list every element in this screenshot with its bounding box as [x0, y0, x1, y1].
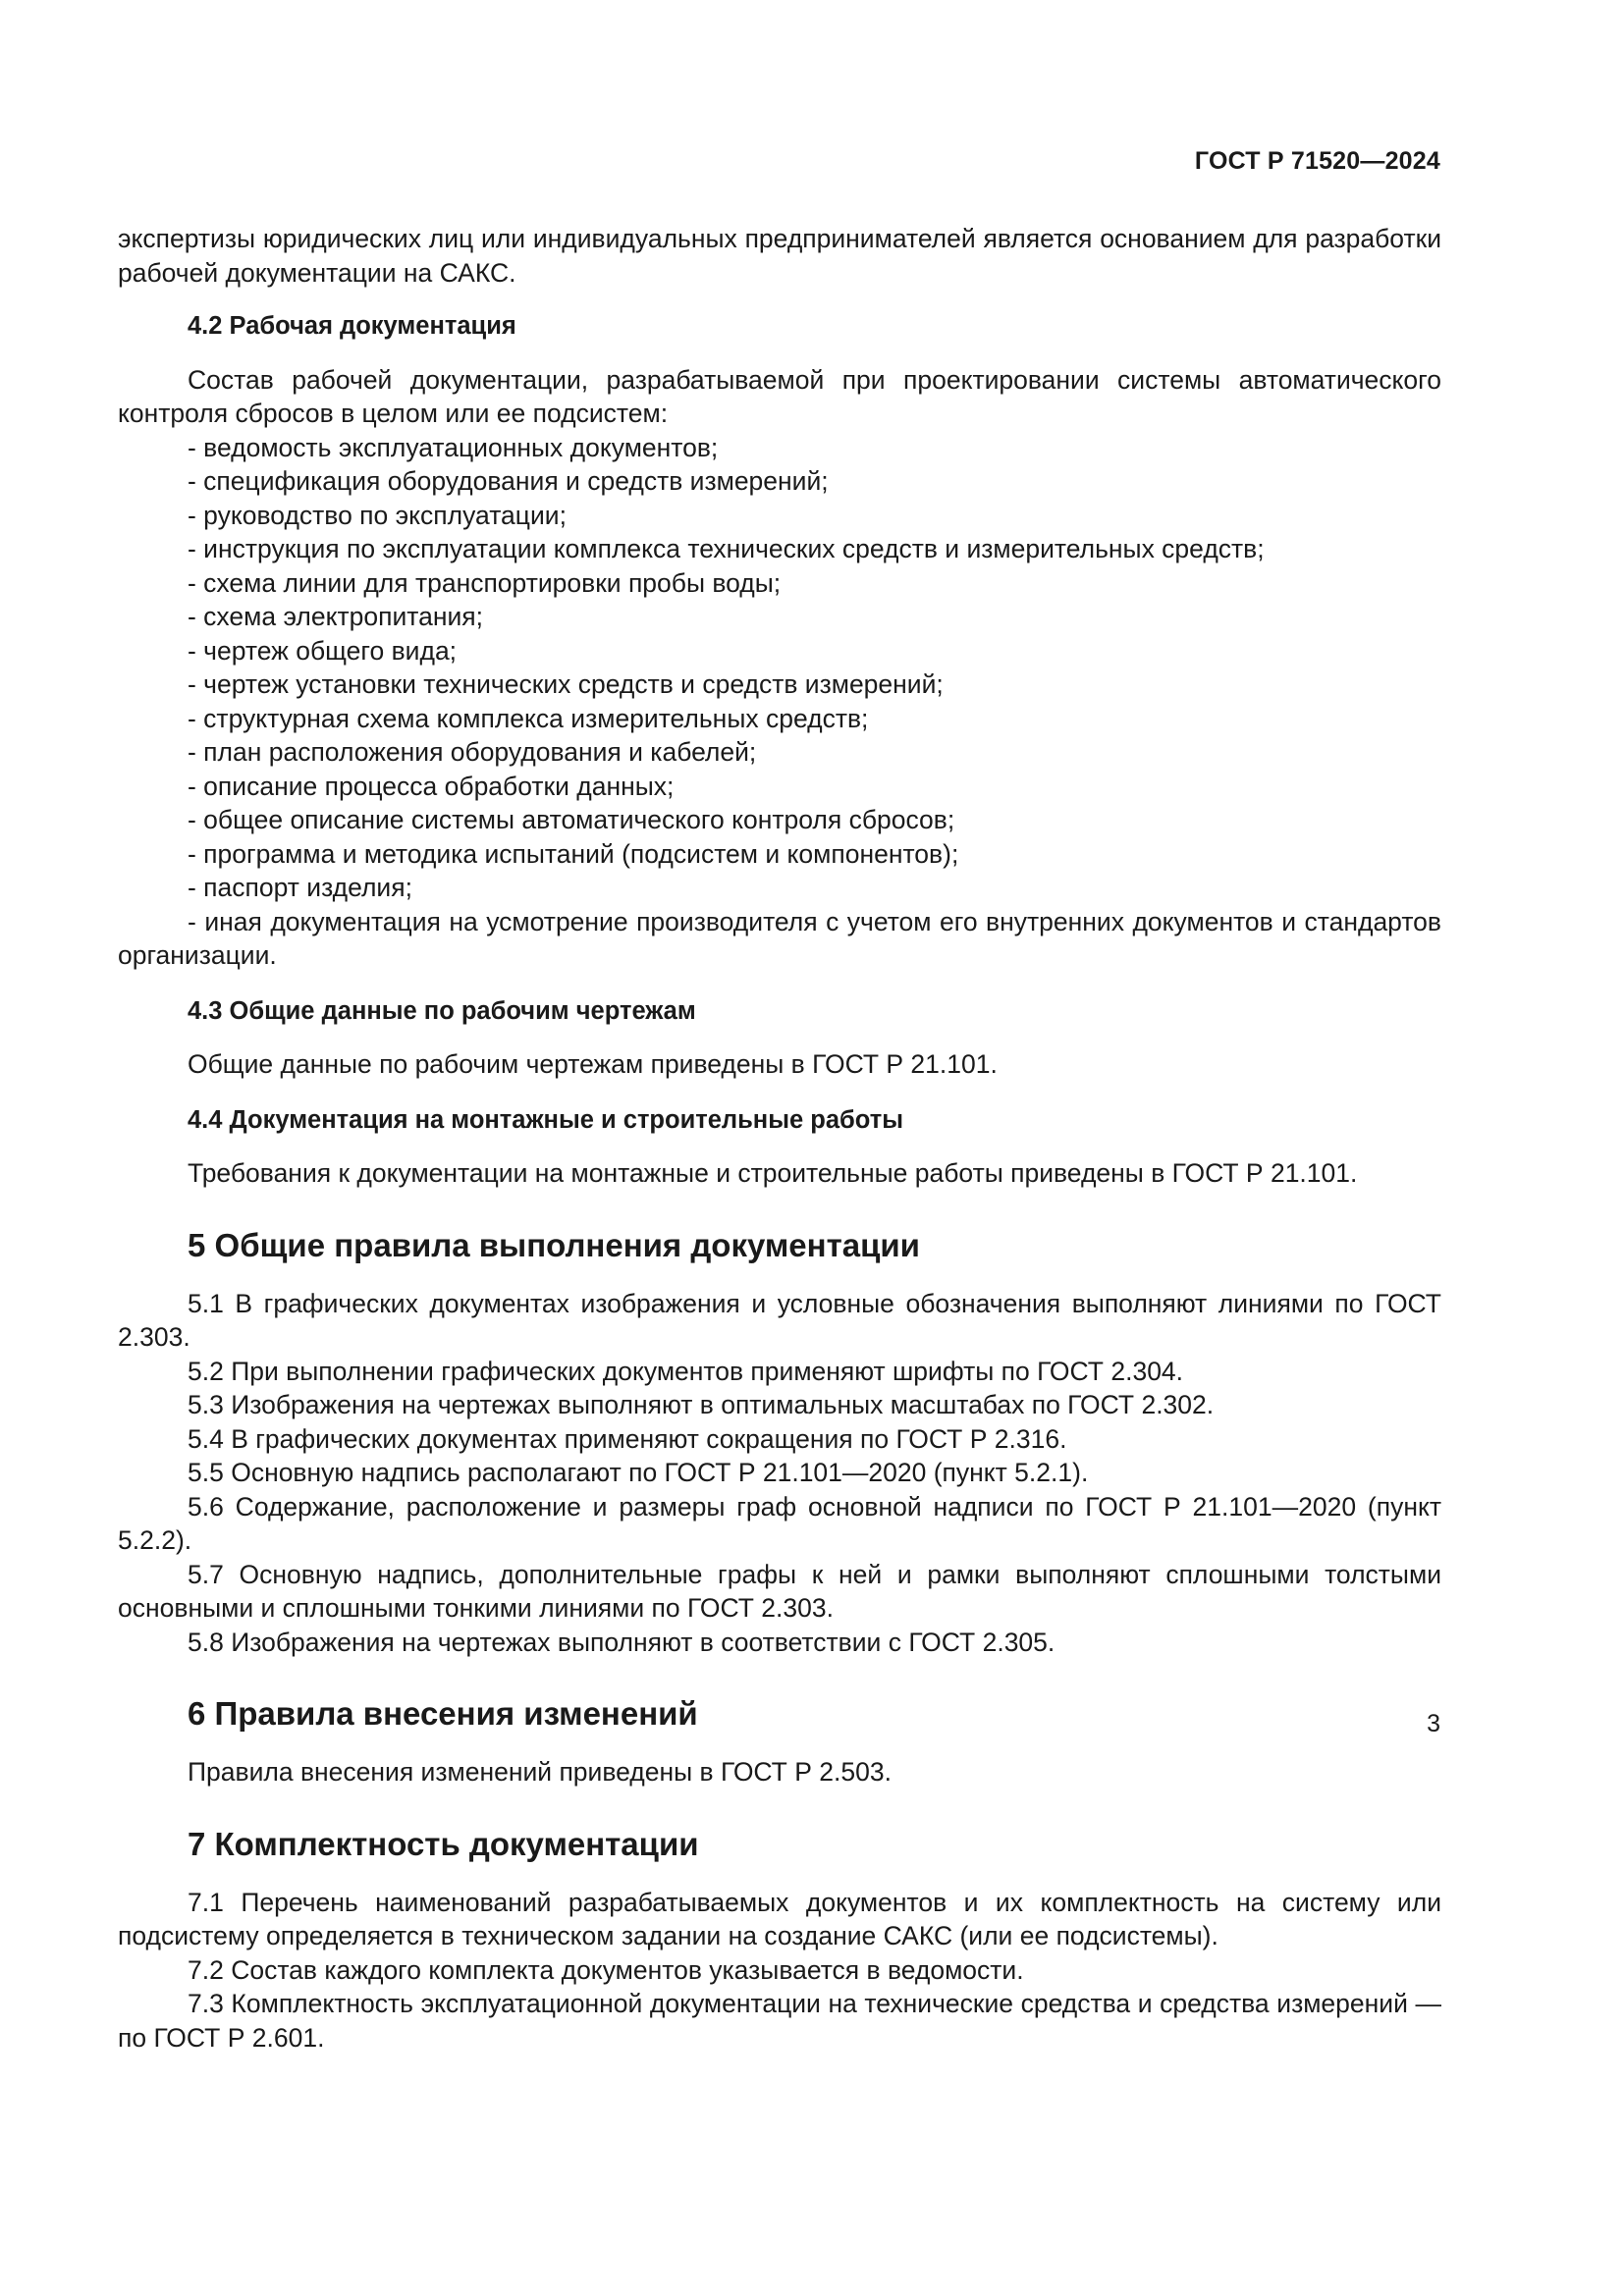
section-6-heading: 6 Правила внесения изменений	[188, 1695, 698, 1732]
section-5-heading: 5 Общие правила выполнения документации	[188, 1226, 920, 1263]
section-4-3-text: Общие данные по рабочим чертежам приведены в ГОСТ Р 21.101.	[188, 1049, 998, 1079]
list-item: - чертеж общего вида;	[188, 635, 458, 666]
section-5-7: 5.7 Основную надпись, дополнительные графы к ней и рамки выполняют сплошными толстыми основными и сплошными тонкими линиями по ГОСТ 2.303.	[118, 1559, 1441, 1623]
section-5-1: 5.1 В графических документах изображения и условные обозначения выполняют линиями по ГОСТ 2.303.	[118, 1288, 1441, 1352]
section-4-2-heading: 4.2 Рабочая документация	[188, 312, 516, 340]
section-4-3-heading: 4.3 Общие данные по рабочим чертежам	[188, 996, 696, 1025]
section-5-5: 5.5 Основную надпись располагают по ГОСТ Р 21.101—2020 (пункт 5.2.1).	[188, 1458, 1089, 1487]
list-item: - программа и методика испытаний (подсистем и компонентов);	[188, 838, 959, 869]
section-7-1: 7.1 Перечень наименований разрабатываемых документов и их комплектность на систему или подсистему определяется в техническом задании на создание САКС (или ее подсистемы).	[118, 1887, 1441, 1950]
section-7-2: 7.2 Состав каждого комплекта документов указывается в ведомости.	[188, 1954, 1024, 1985]
section-6-text: Правила внесения изменений приведены в ГОСТ Р 2.503.	[188, 1757, 892, 1787]
list-item: - структурная схема комплекса измерительных средств;	[188, 703, 869, 733]
section-5-8: 5.8 Изображения на чертежах выполняют в соответствии с ГОСТ 2.305.	[188, 1627, 1056, 1657]
intro-paragraph: экспертизы юридических лиц или индивидуальных предпринимателей является основанием для разработки рабочей документации на САКС.	[118, 224, 1441, 288]
list-item: - паспорт изделия;	[188, 873, 412, 902]
section-7-3: 7.3 Комплектность эксплуатационной документации на технические средства и средства измерений — по ГОСТ Р 2.601.	[118, 1989, 1441, 2053]
section-5-6: 5.6 Содержание, расположение и размеры граф основной надписи по ГОСТ Р 21.101—2020 (пункт 5.2.2).	[118, 1491, 1441, 1555]
section-4-4-text: Требования к документации на монтажные и строительные работы приведены в ГОСТ Р 21.101.	[188, 1158, 1358, 1188]
list-item: - план расположения оборудования и кабелей;	[188, 737, 757, 767]
section-4-4-heading: 4.4 Документация на монтажные и строительные работы	[188, 1105, 903, 1134]
section-7-heading: 7 Комплектность документации	[188, 1825, 699, 1862]
list-item: - описание процесса обработки данных;	[188, 771, 675, 801]
document-id-header: ГОСТ Р 71520—2024	[1194, 147, 1440, 175]
section-5-2: 5.2 При выполнении графических документов применяют шрифты по ГОСТ 2.304.	[188, 1356, 1184, 1386]
section-5-3: 5.3 Изображения на чертежах выполняют в оптимальных масштабах по ГОСТ 2.302.	[188, 1390, 1215, 1419]
documentation-list	[118, 431, 1441, 973]
list-item: - руководство по эксплуатации;	[188, 500, 567, 530]
document-body	[118, 222, 1441, 2055]
section-4-2-intro: Состав рабочей документации, разрабатываемой при проектировании системы автоматического контроля сбросов в целом или ее подсистем:	[118, 364, 1441, 428]
page-number: 3	[1427, 1710, 1440, 1737]
list-item-last: - иная документация на усмотрение производителя с учетом его внутренних документов и стандартов организации.	[118, 906, 1441, 970]
list-item: - схема электропитания;	[188, 602, 483, 631]
list-item: - чертеж установки технических средств и средств измерений;	[188, 669, 944, 699]
list-item: - ведомость эксплуатационных документов;	[188, 432, 719, 462]
list-item: - схема линии для транспортировки пробы воды;	[188, 567, 782, 598]
list-item: - инструкция по эксплуатации комплекса технических средств и измерительных средств;	[188, 534, 1265, 563]
list-item: - спецификация оборудования и средств измерений;	[188, 466, 829, 496]
section-5-4: 5.4 В графических документах применяют сокращения по ГОСТ Р 2.316.	[188, 1423, 1067, 1454]
list-item: - общее описание системы автоматического контроля сбросов;	[188, 805, 955, 834]
